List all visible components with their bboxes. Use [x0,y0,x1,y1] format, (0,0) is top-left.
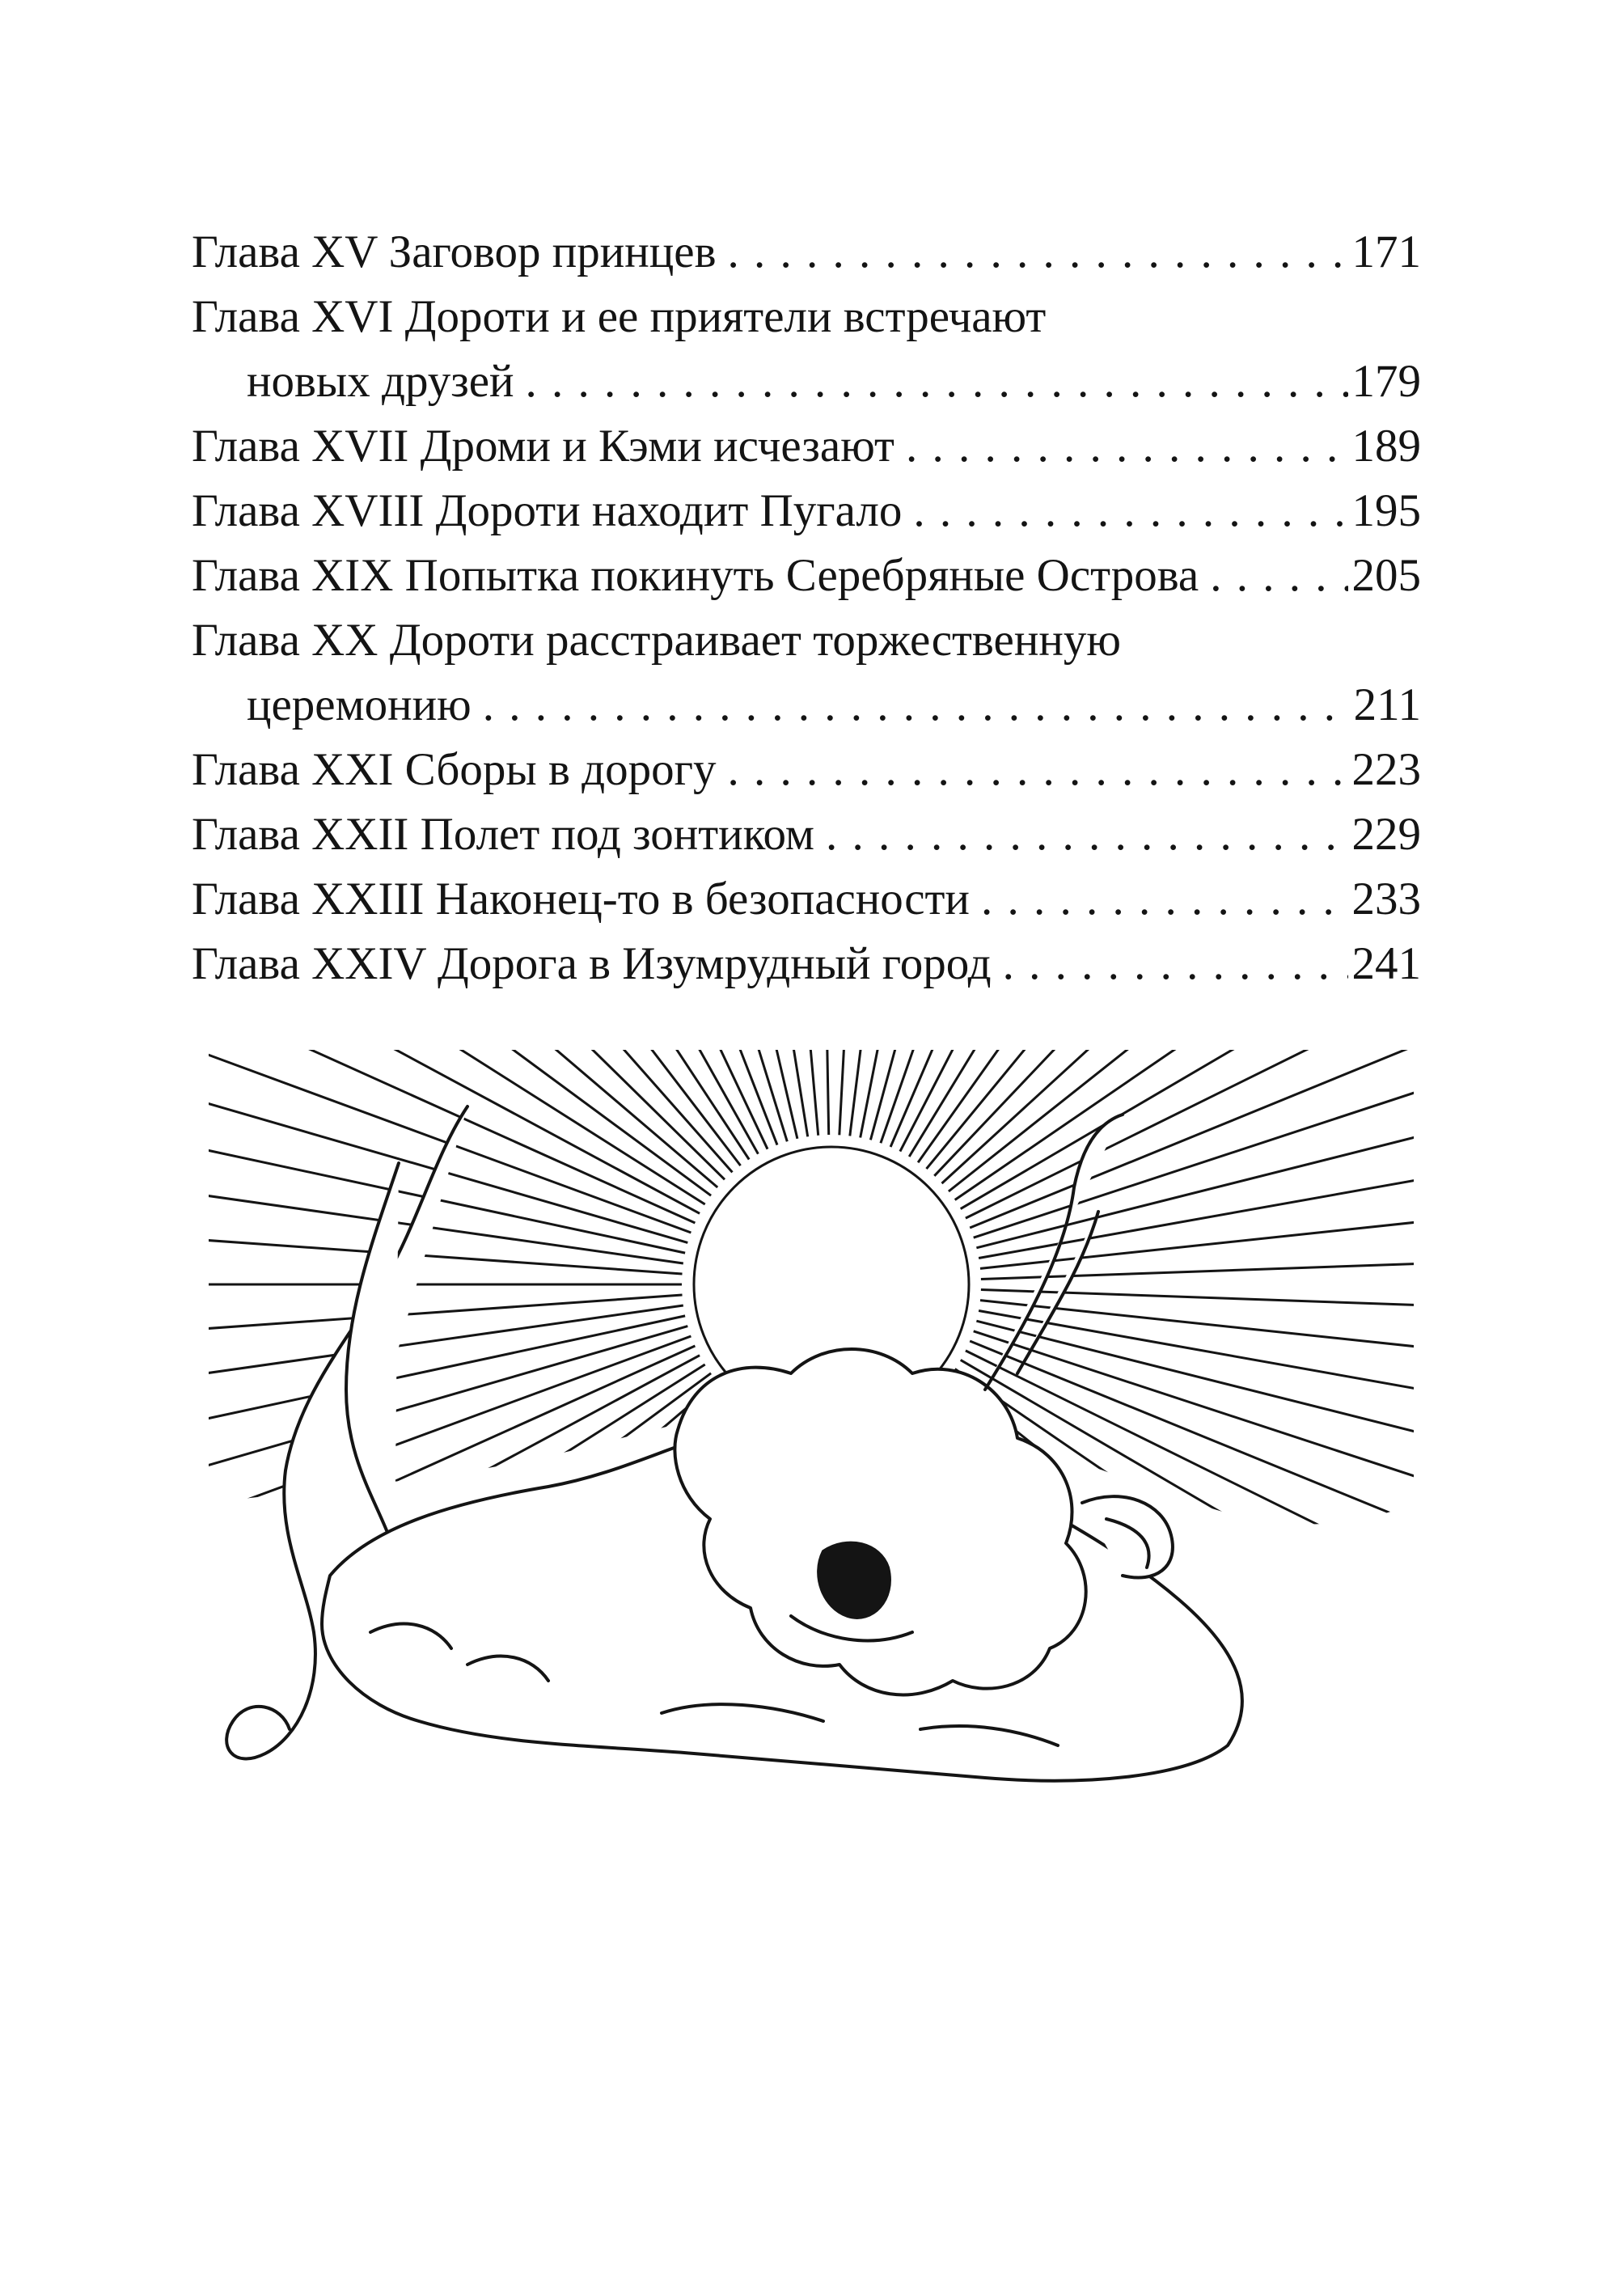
sun-ray [243,1050,733,1172]
toc-entry-title: Глава XXIV Дорога в Изумрудный город [192,938,992,989]
toc-entry-chapter-23[interactable] [192,867,1421,932]
dot-leader [717,220,1349,285]
toc-line-continued [192,349,1421,414]
sun-ray [209,1305,683,1410]
toc-entry-page: 195 [1351,485,1421,536]
toc-line [192,608,1421,673]
dot-leader [1199,544,1348,608]
toc-entry-title: Глава XXI Сборы в дорогу [192,744,717,795]
sun-ray [974,1050,1414,1237]
dot-leader [992,932,1348,996]
toc-line [192,867,1421,932]
dot-leader [970,867,1348,932]
toc-line [192,738,1421,802]
toc-line [192,802,1421,867]
dot-leader [894,414,1348,479]
toc-entry-title-continued: церемонию [247,679,472,730]
sun-ray [934,1050,1414,1176]
toc-line-continued [192,673,1421,738]
toc-entry-title: Глава XXII Полет под зонтиком [192,809,814,860]
toc-entry-title: Глава XVI Дороти и ее приятели встречают [192,291,1047,342]
toc-entry-chapter-21[interactable] [192,738,1421,802]
sun-ray [510,1050,777,1145]
toc-entry-title: Глава XX Дороти расстраивает торжественную [192,615,1121,666]
toc-entry-chapter-24[interactable] [192,932,1421,996]
toc-entry-page: 223 [1351,744,1421,795]
sun-ray [209,1050,725,1179]
toc-entry-chapter-19[interactable] [192,544,1421,608]
toc-entry-page: 241 [1351,938,1421,989]
toc-entry-chapter-16[interactable] [192,285,1421,414]
toc-entry-chapter-18[interactable] [192,479,1421,544]
sun-ray [955,1050,1414,1200]
sun-ray [981,1290,1414,1316]
dot-leader [717,738,1349,802]
toc-entry-title: Глава XVII Дроми и Кэми исчезают [192,421,894,472]
toc-line [192,285,1421,349]
toc-entry-title: Глава XV Заговор принцев [192,226,717,277]
toc-line [192,479,1421,544]
sun-ray [569,1050,787,1141]
sleeping-lion-sunrise-icon [209,1050,1414,1802]
toc-entry-page: 179 [1351,356,1421,407]
toc-entry-title-continued: новых друзей [247,356,514,407]
toc-entry-title: Глава XVIII Дороти находит Пугало [192,485,903,536]
toc-line [192,220,1421,285]
toc-entry-page: 211 [1353,679,1421,730]
toc-entry-chapter-15[interactable] [192,220,1421,285]
toc-entry-chapter-17[interactable] [192,414,1421,479]
dot-leader [472,673,1348,738]
toc-entry-page: 205 [1351,550,1421,601]
toc-line [192,544,1421,608]
dot-leader [514,349,1348,414]
table-of-contents [192,220,1421,996]
dot-leader [902,479,1348,544]
toc-entry-title: Глава XIX Попытка покинуть Серебряные Острова [192,550,1199,601]
toc-entry-page: 229 [1351,809,1421,860]
dot-leader [814,802,1348,867]
toc-entry-page: 189 [1351,421,1421,472]
toc-entry-chapter-20[interactable] [192,608,1421,738]
toc-entry-page: 171 [1351,226,1421,277]
toc-entry-title: Глава XXIII Наконец-то в безопасности [192,874,970,924]
toc-line [192,932,1421,996]
toc-line [192,414,1421,479]
toc-entry-page: 233 [1351,874,1421,924]
sun-ray [970,1050,1414,1228]
toc-entry-chapter-22[interactable] [192,802,1421,867]
